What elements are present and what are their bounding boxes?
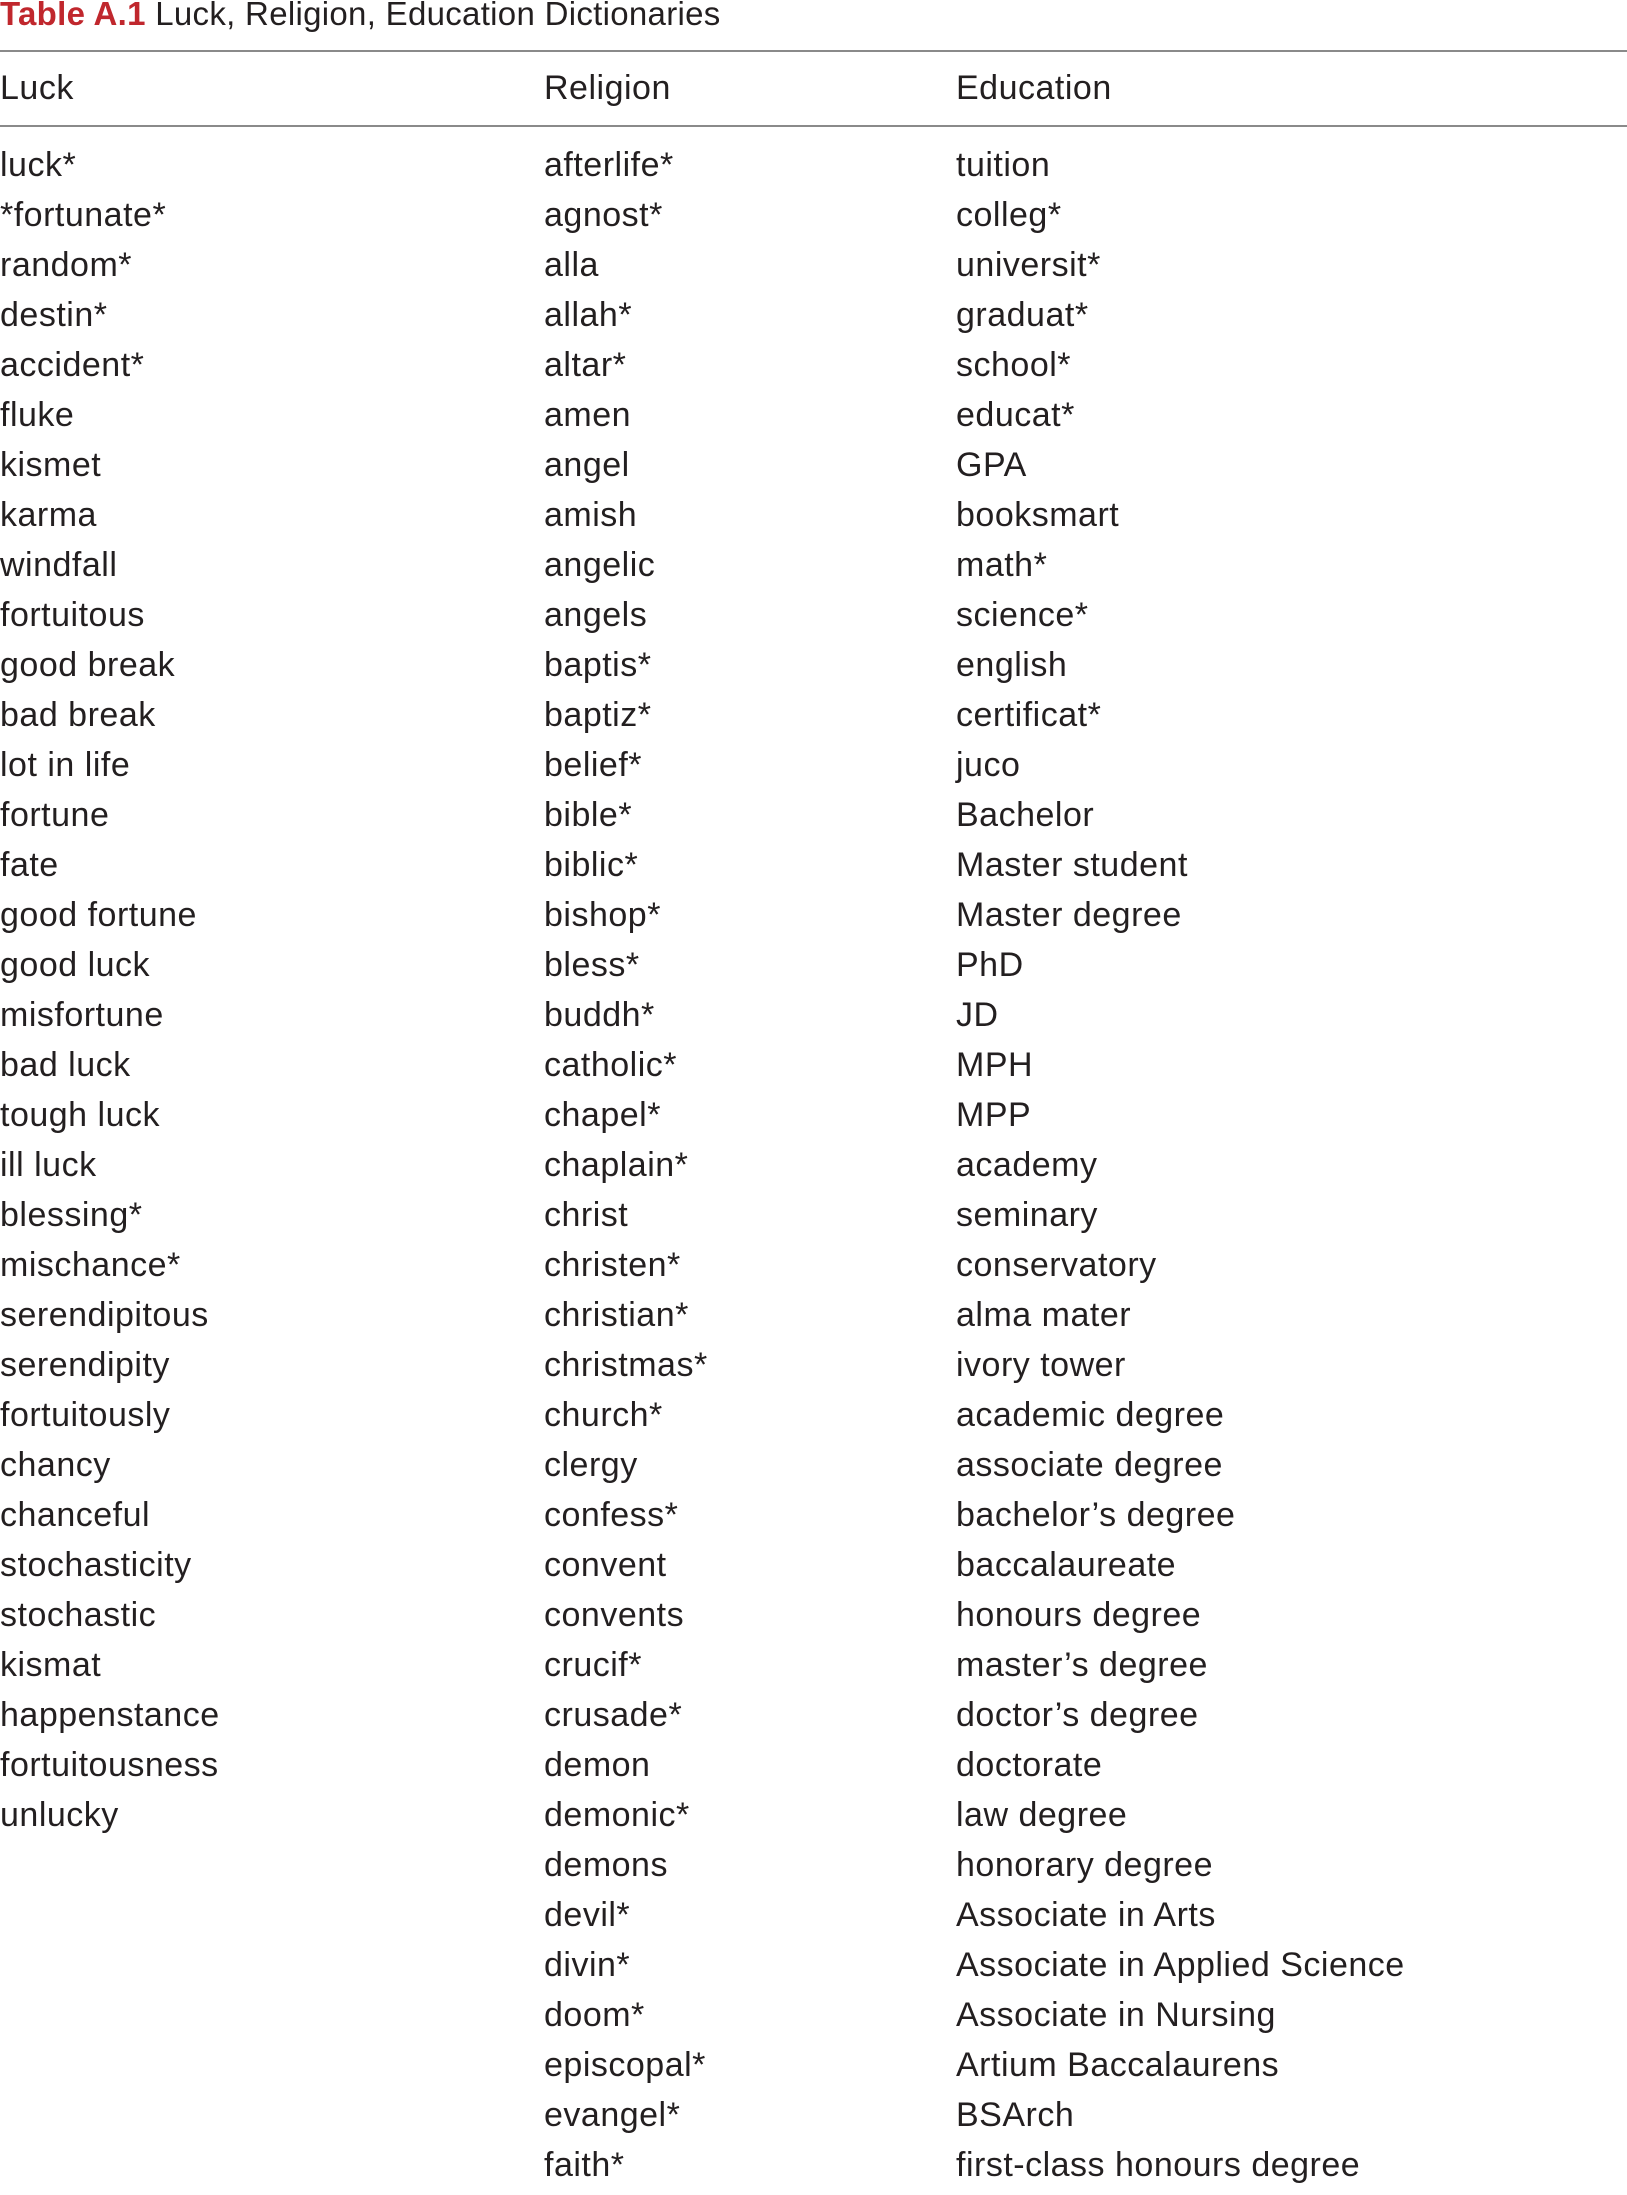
religion-term: angels bbox=[544, 596, 648, 634]
education-term: first-class honours degree bbox=[956, 2146, 1361, 2184]
luck-term: chancy bbox=[0, 1446, 111, 1484]
luck-term: fortuitous bbox=[0, 596, 145, 634]
education-term: PhD bbox=[956, 946, 1024, 984]
education-term: seminary bbox=[956, 1196, 1098, 1234]
luck-term: random* bbox=[0, 246, 133, 284]
education-term: doctorate bbox=[956, 1746, 1103, 1784]
education-term: science* bbox=[956, 596, 1089, 634]
education-term: master’s degree bbox=[956, 1646, 1208, 1684]
education-term: honorary degree bbox=[956, 1846, 1214, 1884]
religion-term: divin* bbox=[544, 1946, 631, 1984]
education-term: JD bbox=[956, 996, 999, 1034]
header-rule bbox=[0, 125, 1627, 127]
luck-term: good fortune bbox=[0, 896, 197, 934]
religion-term: allah* bbox=[544, 296, 633, 334]
religion-term: baptiz* bbox=[544, 696, 652, 734]
education-term: certificat* bbox=[956, 696, 1102, 734]
luck-term: tough luck bbox=[0, 1096, 160, 1134]
luck-term: chanceful bbox=[0, 1496, 151, 1534]
religion-term: convent bbox=[544, 1546, 667, 1584]
religion-term: christmas* bbox=[544, 1346, 708, 1384]
education-term: MPP bbox=[956, 1096, 1032, 1134]
luck-term: serendipity bbox=[0, 1346, 170, 1384]
religion-term: alla bbox=[544, 246, 599, 284]
education-term: Associate in Applied Science bbox=[956, 1946, 1405, 1984]
luck-term: fate bbox=[0, 846, 59, 884]
luck-term: fortune bbox=[0, 796, 110, 834]
luck-term: fortuitously bbox=[0, 1396, 171, 1434]
education-term: juco bbox=[956, 746, 1021, 784]
education-term: ivory tower bbox=[956, 1346, 1126, 1384]
education-term: associate degree bbox=[956, 1446, 1223, 1484]
religion-term: confess* bbox=[544, 1496, 679, 1534]
luck-term: misfortune bbox=[0, 996, 164, 1034]
religion-term: christian* bbox=[544, 1296, 689, 1334]
education-term: MPH bbox=[956, 1046, 1034, 1084]
religion-term: amish bbox=[544, 496, 638, 534]
religion-term: devil* bbox=[544, 1896, 631, 1934]
education-term: Artium Baccalaurens bbox=[956, 2046, 1280, 2084]
education-term: Associate in Nursing bbox=[956, 1996, 1276, 2034]
luck-term: lot in life bbox=[0, 746, 131, 784]
religion-term: bible* bbox=[544, 796, 633, 834]
religion-term: doom* bbox=[544, 1996, 645, 2034]
column-header-religion: Religion bbox=[544, 69, 671, 107]
religion-term: faith* bbox=[544, 2146, 625, 2184]
religion-term: baptis* bbox=[544, 646, 652, 684]
religion-term: catholic* bbox=[544, 1046, 678, 1084]
education-term: baccalaureate bbox=[956, 1546, 1177, 1584]
luck-term: bad luck bbox=[0, 1046, 131, 1084]
education-term: honours degree bbox=[956, 1596, 1202, 1634]
religion-term: clergy bbox=[544, 1446, 638, 1484]
column-header-luck: Luck bbox=[0, 69, 74, 107]
education-term: Associate in Arts bbox=[956, 1896, 1216, 1934]
education-term: doctor’s degree bbox=[956, 1696, 1199, 1734]
luck-term: *fortunate* bbox=[0, 196, 167, 234]
religion-term: christen* bbox=[544, 1246, 681, 1284]
education-term: math* bbox=[956, 546, 1048, 584]
education-term: english bbox=[956, 646, 1068, 684]
top-rule bbox=[0, 50, 1627, 52]
luck-column bbox=[0, 145, 220, 1845]
education-term: Bachelor bbox=[956, 796, 1095, 834]
luck-term: ill luck bbox=[0, 1146, 97, 1184]
religion-term: buddh* bbox=[544, 996, 655, 1034]
education-term: bachelor’s degree bbox=[956, 1496, 1236, 1534]
luck-term: good luck bbox=[0, 946, 151, 984]
luck-term: destin* bbox=[0, 296, 108, 334]
religion-term: amen bbox=[544, 396, 632, 434]
religion-term: convents bbox=[544, 1596, 685, 1634]
table-label: Table A.1 bbox=[0, 0, 146, 32]
luck-term: windfall bbox=[0, 546, 118, 584]
religion-term: chapel* bbox=[544, 1096, 661, 1134]
religion-term: evangel* bbox=[544, 2096, 681, 2134]
education-term: law degree bbox=[956, 1796, 1128, 1834]
luck-term: stochastic bbox=[0, 1596, 157, 1634]
education-term: GPA bbox=[956, 446, 1027, 484]
luck-term: accident* bbox=[0, 346, 145, 384]
luck-term: happenstance bbox=[0, 1696, 220, 1734]
education-term: BSArch bbox=[956, 2096, 1075, 2134]
table-caption bbox=[0, 0, 721, 34]
religion-term: angelic bbox=[544, 546, 656, 584]
education-term: booksmart bbox=[956, 496, 1120, 534]
religion-column bbox=[544, 145, 708, 2195]
luck-term: serendipitous bbox=[0, 1296, 209, 1334]
luck-term: good break bbox=[0, 646, 176, 684]
luck-term: luck* bbox=[0, 146, 77, 184]
luck-term: kismet bbox=[0, 446, 102, 484]
luck-term: fluke bbox=[0, 396, 75, 434]
religion-term: afterlife* bbox=[544, 146, 674, 184]
luck-term: fortuitousness bbox=[0, 1746, 219, 1784]
religion-term: episcopal* bbox=[544, 2046, 706, 2084]
education-term: alma mater bbox=[956, 1296, 1132, 1334]
education-term: academic degree bbox=[956, 1396, 1225, 1434]
religion-term: angel bbox=[544, 446, 630, 484]
education-term: graduat* bbox=[956, 296, 1089, 334]
education-term: school* bbox=[956, 346, 1072, 384]
religion-term: demons bbox=[544, 1846, 668, 1884]
column-header-education: Education bbox=[956, 69, 1112, 107]
religion-term: crusade* bbox=[544, 1696, 683, 1734]
religion-term: biblic* bbox=[544, 846, 639, 884]
religion-term: crucif* bbox=[544, 1646, 642, 1684]
religion-term: church* bbox=[544, 1396, 663, 1434]
education-term: colleg* bbox=[956, 196, 1062, 234]
luck-term: karma bbox=[0, 496, 97, 534]
religion-term: agnost* bbox=[544, 196, 663, 234]
education-term: conservatory bbox=[956, 1246, 1157, 1284]
education-term: educat* bbox=[956, 396, 1075, 434]
luck-term: kismat bbox=[0, 1646, 102, 1684]
religion-term: bless* bbox=[544, 946, 640, 984]
religion-term: belief* bbox=[544, 746, 643, 784]
education-term: universit* bbox=[956, 246, 1101, 284]
luck-term: stochasticity bbox=[0, 1546, 192, 1584]
religion-term: christ bbox=[544, 1196, 629, 1234]
luck-term: mischance* bbox=[0, 1246, 181, 1284]
luck-term: unlucky bbox=[0, 1796, 119, 1834]
religion-term: demon bbox=[544, 1746, 651, 1784]
education-term: academy bbox=[956, 1146, 1098, 1184]
luck-term: blessing* bbox=[0, 1196, 143, 1234]
religion-term: bishop* bbox=[544, 896, 661, 934]
luck-term: bad break bbox=[0, 696, 156, 734]
education-term: Master student bbox=[956, 846, 1188, 884]
table-title: Luck, Religion, Education Dictionaries bbox=[155, 0, 721, 32]
education-term: Master degree bbox=[956, 896, 1182, 934]
religion-term: demonic* bbox=[544, 1796, 690, 1834]
education-column bbox=[956, 145, 1405, 2195]
religion-term: altar* bbox=[544, 346, 627, 384]
religion-term: chaplain* bbox=[544, 1146, 689, 1184]
education-term: tuition bbox=[956, 146, 1051, 184]
